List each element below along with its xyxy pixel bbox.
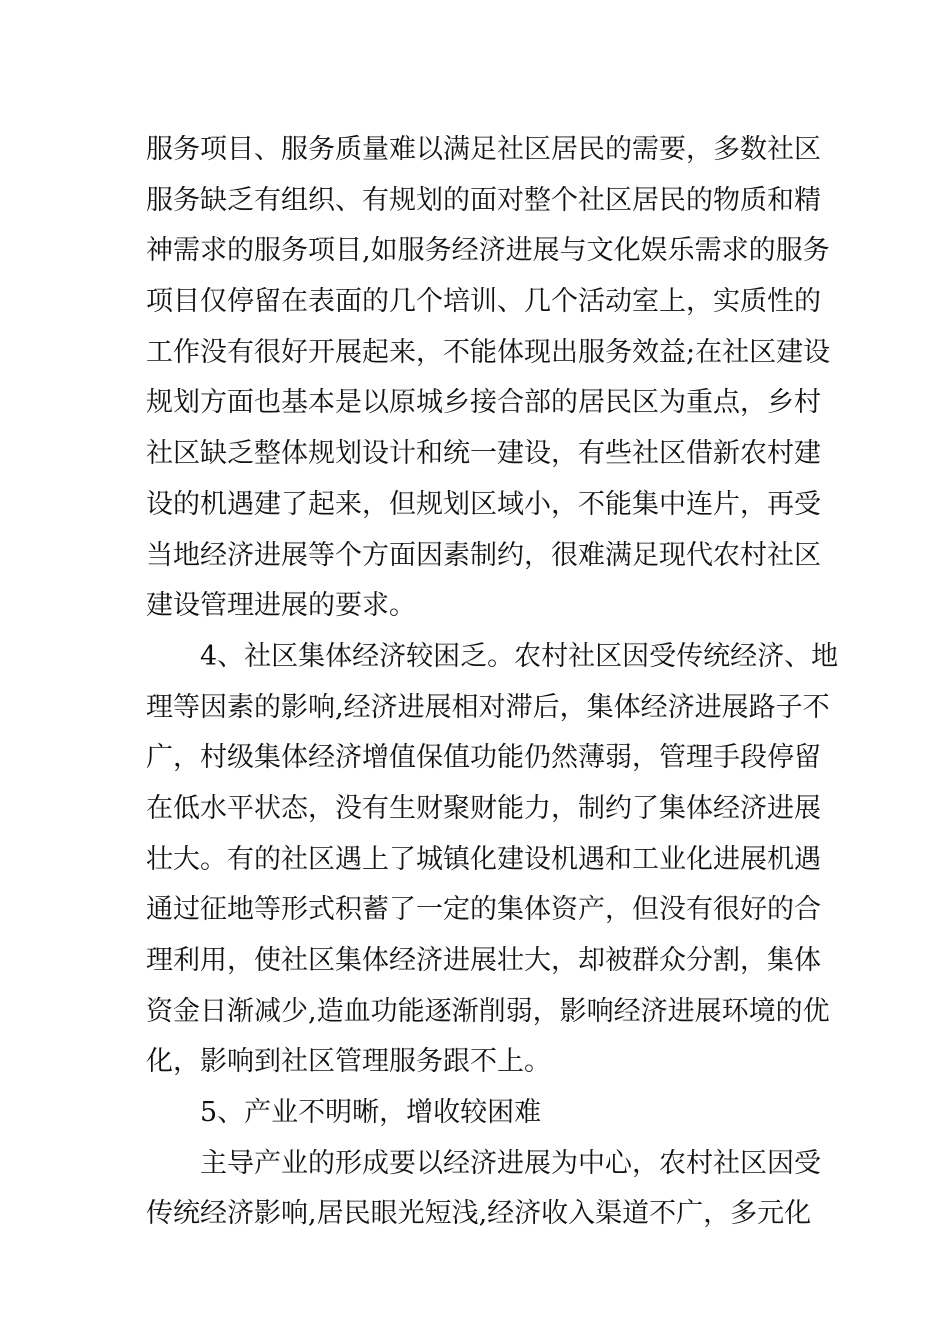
text-line: 传统经济影响,居民眼光短浅,经济收入渠道不广，多元化	[146, 1198, 812, 1230]
text-line: 主导产业的形成要以经济进展为中心，农村社区因受	[200, 1147, 821, 1179]
section-5-heading: 5、产业不明晰，增收较困难	[200, 1097, 542, 1129]
text-line: 理等因素的影响,经济进展相对滞后，集体经济进展路子不	[146, 691, 830, 723]
text-line: 理利用，使社区集体经济进展壮大，却被群众分割，集体	[146, 945, 821, 976]
text-line: 工作没有很好开展起来，不能体现出服务效益;在社区建设	[146, 336, 831, 368]
text-line: 项目仅停留在表面的几个培训、几个活动室上，实质性的	[146, 286, 821, 318]
text-line: 通过征地等形式积蓄了一定的集体资产，但没有很好的合	[146, 894, 821, 926]
text-line: 资金日渐减少,造血功能逐渐削弱，影响经济进展环境的优	[146, 995, 830, 1027]
text-line: 服务缺乏有组织、有规划的面对整个社区居民的物质和精	[146, 184, 821, 216]
text-line: 服务项目、服务质量难以满足社区居民的需要，多数社区	[146, 134, 821, 165]
section-4-heading-line: 4、社区集体经济较困乏。农村社区因受传统经济、地	[200, 640, 839, 672]
text-line: 当地经济进展等个方面因素制约，很难满足现代农村社区	[146, 539, 821, 571]
text-line: 规划方面也基本是以原城乡接合部的居民区为重点，乡村	[146, 387, 821, 419]
text-line: 壮大。有的社区遇上了城镇化建设机遇和工业化进展机遇	[146, 843, 821, 875]
text-line: 社区缺乏整体规划设计和统一建设，有些社区借新农村建	[146, 438, 821, 470]
text-line: 广，村级集体经济增值保值功能仍然薄弱，管理手段停留	[146, 742, 821, 774]
text-line: 神需求的服务项目,如服务经济进展与文化娱乐需求的服务	[146, 235, 830, 267]
body-text	[146, 125, 839, 1240]
text-line: 化，影响到社区管理服务跟不上。	[146, 1046, 551, 1078]
text-line: 设的机遇建了起来，但规划区域小，不能集中连片，再受	[146, 488, 821, 520]
text-line: 在低水平状态，没有生财聚财能力，制约了集体经济进展	[146, 792, 821, 824]
text-line: 建设管理进展的要求。	[146, 590, 416, 622]
